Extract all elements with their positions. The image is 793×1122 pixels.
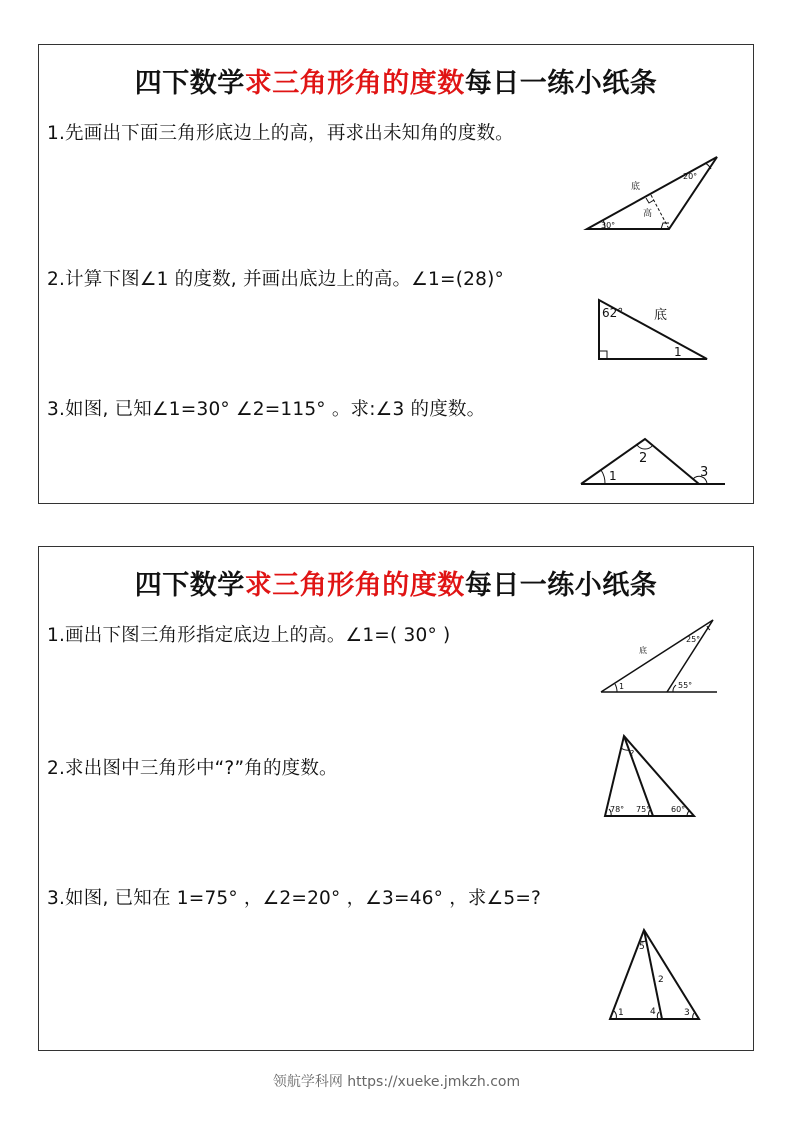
fig-label: 30° xyxy=(601,221,616,230)
question-1: 1.先画出下面三角形底边上的高，再求出未知角的度数。 xyxy=(47,123,514,144)
fig-label: 底 xyxy=(631,182,641,192)
worksheet-card-1 xyxy=(38,44,754,504)
question-2: 2.计算下图∠1 的度数, 并画出底边上的高。∠1=(28)° xyxy=(47,269,504,290)
fig-label: 75° xyxy=(636,805,651,814)
fig-label: 高 xyxy=(643,209,653,219)
fig-label: 5 xyxy=(639,942,645,952)
card-title xyxy=(39,61,753,100)
question-3: 3.如图, 已知在 1=75° ，∠2=20° ，∠3=46° ，求∠5=? xyxy=(47,888,542,909)
figure-triangle-1 xyxy=(579,149,724,231)
fig-label: 3 xyxy=(684,1008,690,1018)
question-3: 3.如图, 已知∠1=30° ∠2=115° 。求:∠3 的度数。 xyxy=(47,399,486,420)
title-right: 每日一练小纸条 xyxy=(464,68,658,99)
fig-label: 20° xyxy=(683,172,698,181)
fig-label: 1 xyxy=(619,682,625,691)
fig-label: ? xyxy=(630,749,635,758)
worksheet-card-2 xyxy=(38,546,754,1051)
figure-triangle-6 xyxy=(604,927,704,1023)
fig-label: 底 xyxy=(639,646,647,655)
title-left: 四下数学 xyxy=(134,68,245,99)
figure-triangle-2 xyxy=(594,295,714,365)
footer-watermark: 领航学科网 https://xueke.jmkzh.com xyxy=(272,1074,521,1090)
title-left: 四下数学 xyxy=(134,570,245,601)
question-1: 1.画出下图三角形指定底边上的高。∠1=( 30° ) xyxy=(47,625,451,646)
fig-label: 78° xyxy=(610,805,625,814)
card-title xyxy=(39,563,753,602)
figure-triangle-3 xyxy=(579,435,729,487)
title-highlight: 求三角形角的度数 xyxy=(244,570,465,601)
fig-label: 1 xyxy=(609,469,617,483)
fig-label: 1 xyxy=(674,345,682,359)
fig-label: 1 xyxy=(618,1008,624,1018)
fig-label: 62° xyxy=(602,306,624,320)
figure-triangle-5 xyxy=(599,732,704,822)
fig-label: 25° xyxy=(686,635,701,644)
fig-label: 3 xyxy=(700,465,709,480)
fig-label: 55° xyxy=(678,681,693,690)
figure-triangle-4 xyxy=(599,617,719,697)
question-2: 2.求出图中三角形中“?”角的度数。 xyxy=(47,758,338,779)
title-highlight: 求三角形角的度数 xyxy=(244,68,465,99)
fig-label: 2 xyxy=(639,451,648,466)
fig-label: 4 xyxy=(650,1007,656,1017)
fig-label: 60° xyxy=(671,805,686,814)
fig-label: 底 xyxy=(654,308,668,323)
title-right: 每日一练小纸条 xyxy=(464,570,658,601)
fig-label: 2 xyxy=(658,975,664,985)
